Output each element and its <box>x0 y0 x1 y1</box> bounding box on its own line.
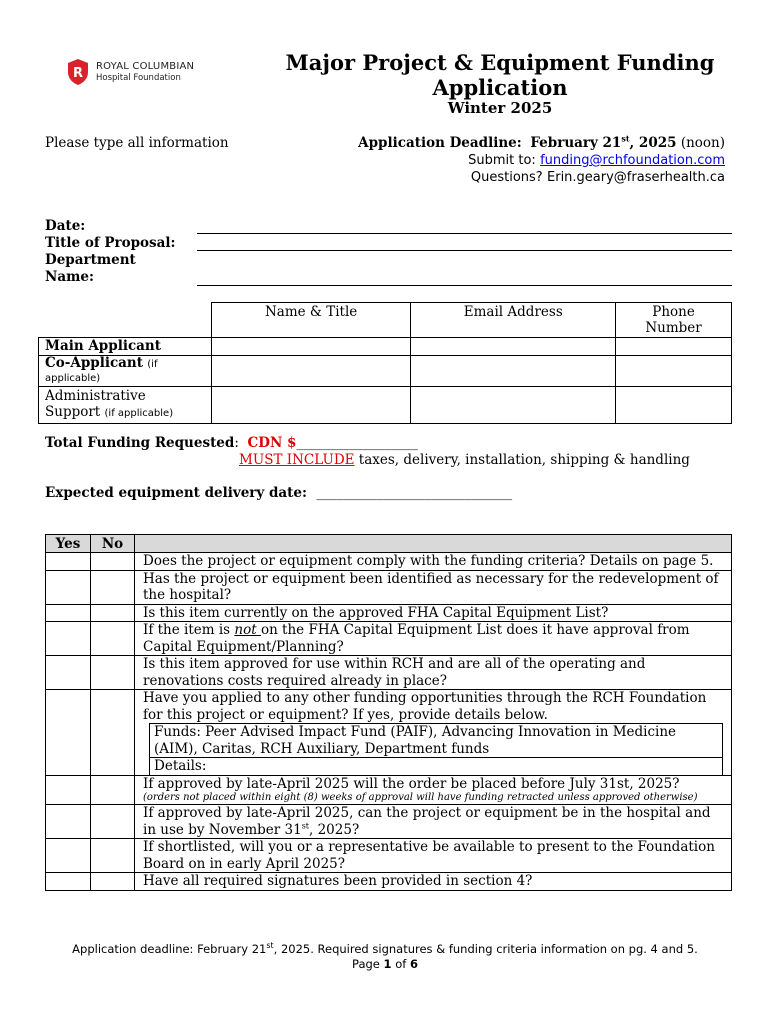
main-name-cell[interactable] <box>211 338 411 356</box>
title-line-1: Major Project & Equipment Funding <box>285 50 715 75</box>
question-text: If the item is not on the FHA Capital Equipment List does it have approval from Capital Equipment/Planning? <box>135 622 732 656</box>
question-text: Have you applied to any other funding opportunities through the RCH Foundation for this project or equipment? If yes, provide details below. Funds: Peer Advised Impact Fund (PAIF), Advancing Innovation in Medicine (AIM), Caritas, RCH Auxiliary, Department funds Details: <box>135 690 732 776</box>
title-line-2: Application <box>432 75 568 100</box>
question-text: Does the project or equipment comply with the funding criteria? Details on page 5. <box>135 553 732 571</box>
table-row <box>46 656 732 690</box>
checklist-table <box>45 534 732 891</box>
submit-line <box>358 152 725 169</box>
funding-note: MUST INCLUDE taxes, delivery, installation, shipping & handling <box>239 452 690 468</box>
admin-phone-cell[interactable] <box>616 387 732 424</box>
header-name-title: Name & Title <box>211 303 411 338</box>
table-row <box>46 775 732 805</box>
funding-amount-field[interactable]: __________________ <box>296 435 418 451</box>
title-field[interactable] <box>197 250 732 251</box>
no-checkbox[interactable] <box>91 805 135 839</box>
no-checkbox[interactable] <box>91 622 135 656</box>
deadline-date: February 21st, 2025 <box>530 133 677 151</box>
logo-name: ROYAL COLUMBIAN <box>96 61 195 72</box>
header-phone: Phone Number <box>616 303 732 338</box>
question-header <box>135 535 732 553</box>
contacts-header-row <box>39 303 732 338</box>
title-label: Title of Proposal: <box>45 235 176 251</box>
row-label: Main Applicant <box>39 338 212 356</box>
no-checkbox[interactable] <box>91 553 135 571</box>
no-header: No <box>91 535 135 553</box>
yes-checkbox[interactable] <box>46 622 91 656</box>
yes-checkbox[interactable] <box>46 873 91 891</box>
department-label-1: Department <box>45 252 136 268</box>
checklist-header-row <box>46 535 732 553</box>
footer-deadline: Application deadline: February 21st, 2025. Required signatures & funding criteria information on pg. 4 and 5. <box>72 941 698 956</box>
cdn-label: CDN $ <box>247 435 297 451</box>
funds-box: Funds: Peer Advised Impact Fund (PAIF), Advancing Innovation in Medicine (AIM), Caritas, RCH Auxiliary, Department funds <box>149 723 723 757</box>
deadline-label: Application Deadline: <box>358 135 522 151</box>
question-text: If approved by late-April 2025, can the project or equipment be in the hospital and in use by November 31st, 2025? <box>135 805 732 839</box>
question-text: Is this item approved for use within RCH and are all of the operating and renovations costs required already in place? <box>135 656 732 690</box>
submit-label: Submit to: <box>468 153 536 168</box>
row-label: Co-Applicant (if applicable) <box>39 356 212 387</box>
yes-checkbox[interactable] <box>46 839 91 873</box>
details-field[interactable]: Details: <box>149 757 723 775</box>
no-checkbox[interactable] <box>91 570 135 604</box>
page-title <box>260 50 740 100</box>
header-email: Email Address <box>411 303 616 338</box>
yes-checkbox[interactable] <box>46 805 91 839</box>
table-row <box>46 604 732 622</box>
questions-label: Questions? <box>470 170 543 185</box>
no-checkbox[interactable] <box>91 775 135 805</box>
table-row <box>46 873 732 891</box>
foundation-logo <box>66 58 206 88</box>
questions-line <box>358 169 725 186</box>
question-text: Is this item currently on the approved FHA Capital Equipment List? <box>135 604 732 622</box>
yes-header: Yes <box>46 535 91 553</box>
season-subtitle: Winter 2025 <box>447 99 553 117</box>
table-row <box>46 553 732 571</box>
question-text: If shortlisted, will you or a representative be available to present to the Foundation Board on in early April 2025? <box>135 839 732 873</box>
funding-requested: Total Funding Requested: CDN $__________________ <box>45 435 418 451</box>
funding-label: Total Funding Requested <box>45 435 235 451</box>
delivery-label: Expected equipment delivery date: <box>45 485 307 501</box>
table-row <box>46 839 732 873</box>
question-text: Have all required signatures been provided in section 4? <box>135 873 732 891</box>
svg-text:R: R <box>72 66 84 81</box>
yes-checkbox[interactable] <box>46 656 91 690</box>
department-label-2: Name: <box>45 269 94 285</box>
admin-email-cell[interactable] <box>411 387 616 424</box>
table-row <box>46 570 732 604</box>
no-checkbox[interactable] <box>91 873 135 891</box>
department-field[interactable] <box>197 285 732 286</box>
co-phone-cell[interactable] <box>616 356 732 387</box>
contacts-corner <box>39 303 212 338</box>
instructions-text: Please type all information <box>45 135 229 151</box>
table-row <box>46 805 732 839</box>
no-checkbox[interactable] <box>91 656 135 690</box>
logo-subname: Hospital Foundation <box>96 73 181 83</box>
table-row <box>46 690 732 776</box>
no-checkbox[interactable] <box>91 839 135 873</box>
contacts-table <box>38 302 732 424</box>
no-checkbox[interactable] <box>91 604 135 622</box>
table-row <box>46 622 732 656</box>
yes-checkbox[interactable] <box>46 690 91 776</box>
yes-checkbox[interactable] <box>46 775 91 805</box>
no-checkbox[interactable] <box>91 690 135 776</box>
question-text: If approved by late-April 2025 will the order be placed before July 31st, 2025? (orders not placed within eight (8) weeks of approval will have funding retracted unless approved otherwise) <box>135 775 732 805</box>
questions-email: Erin.geary@fraserhealth.ca <box>547 170 725 185</box>
submit-email-link[interactable]: funding@rchfoundation.com <box>540 153 725 168</box>
co-email-cell[interactable] <box>411 356 616 387</box>
row-label: Administrative Support (if applicable) <box>39 387 212 424</box>
page-number: Page 1 of 6 <box>352 957 418 971</box>
question-text: Has the project or equipment been identified as necessary for the redevelopment of the hospital? <box>135 570 732 604</box>
yes-checkbox[interactable] <box>46 570 91 604</box>
delivery-date-field[interactable]: _____________________________ <box>316 485 513 501</box>
main-email-cell[interactable] <box>411 338 616 356</box>
page-footer <box>50 942 720 972</box>
shield-logo-icon <box>66 58 90 86</box>
deadline-block <box>358 135 725 186</box>
deadline-time: (noon) <box>680 135 725 151</box>
must-include-text: MUST INCLUDE <box>239 452 355 468</box>
deadline-line <box>358 135 725 152</box>
table-row <box>39 338 732 356</box>
main-phone-cell[interactable] <box>616 338 732 356</box>
date-label: Date: <box>45 218 86 234</box>
table-row <box>39 356 732 387</box>
co-name-cell[interactable] <box>211 356 411 387</box>
yes-checkbox[interactable] <box>46 553 91 571</box>
yes-checkbox[interactable] <box>46 604 91 622</box>
admin-name-cell[interactable] <box>211 387 411 424</box>
table-row <box>39 387 732 424</box>
order-note: (orders not placed within eight (8) weeks of approval will have funding retracted unless approved otherwise) <box>143 792 698 803</box>
delivery-date <box>45 485 512 501</box>
date-field[interactable] <box>197 233 732 234</box>
